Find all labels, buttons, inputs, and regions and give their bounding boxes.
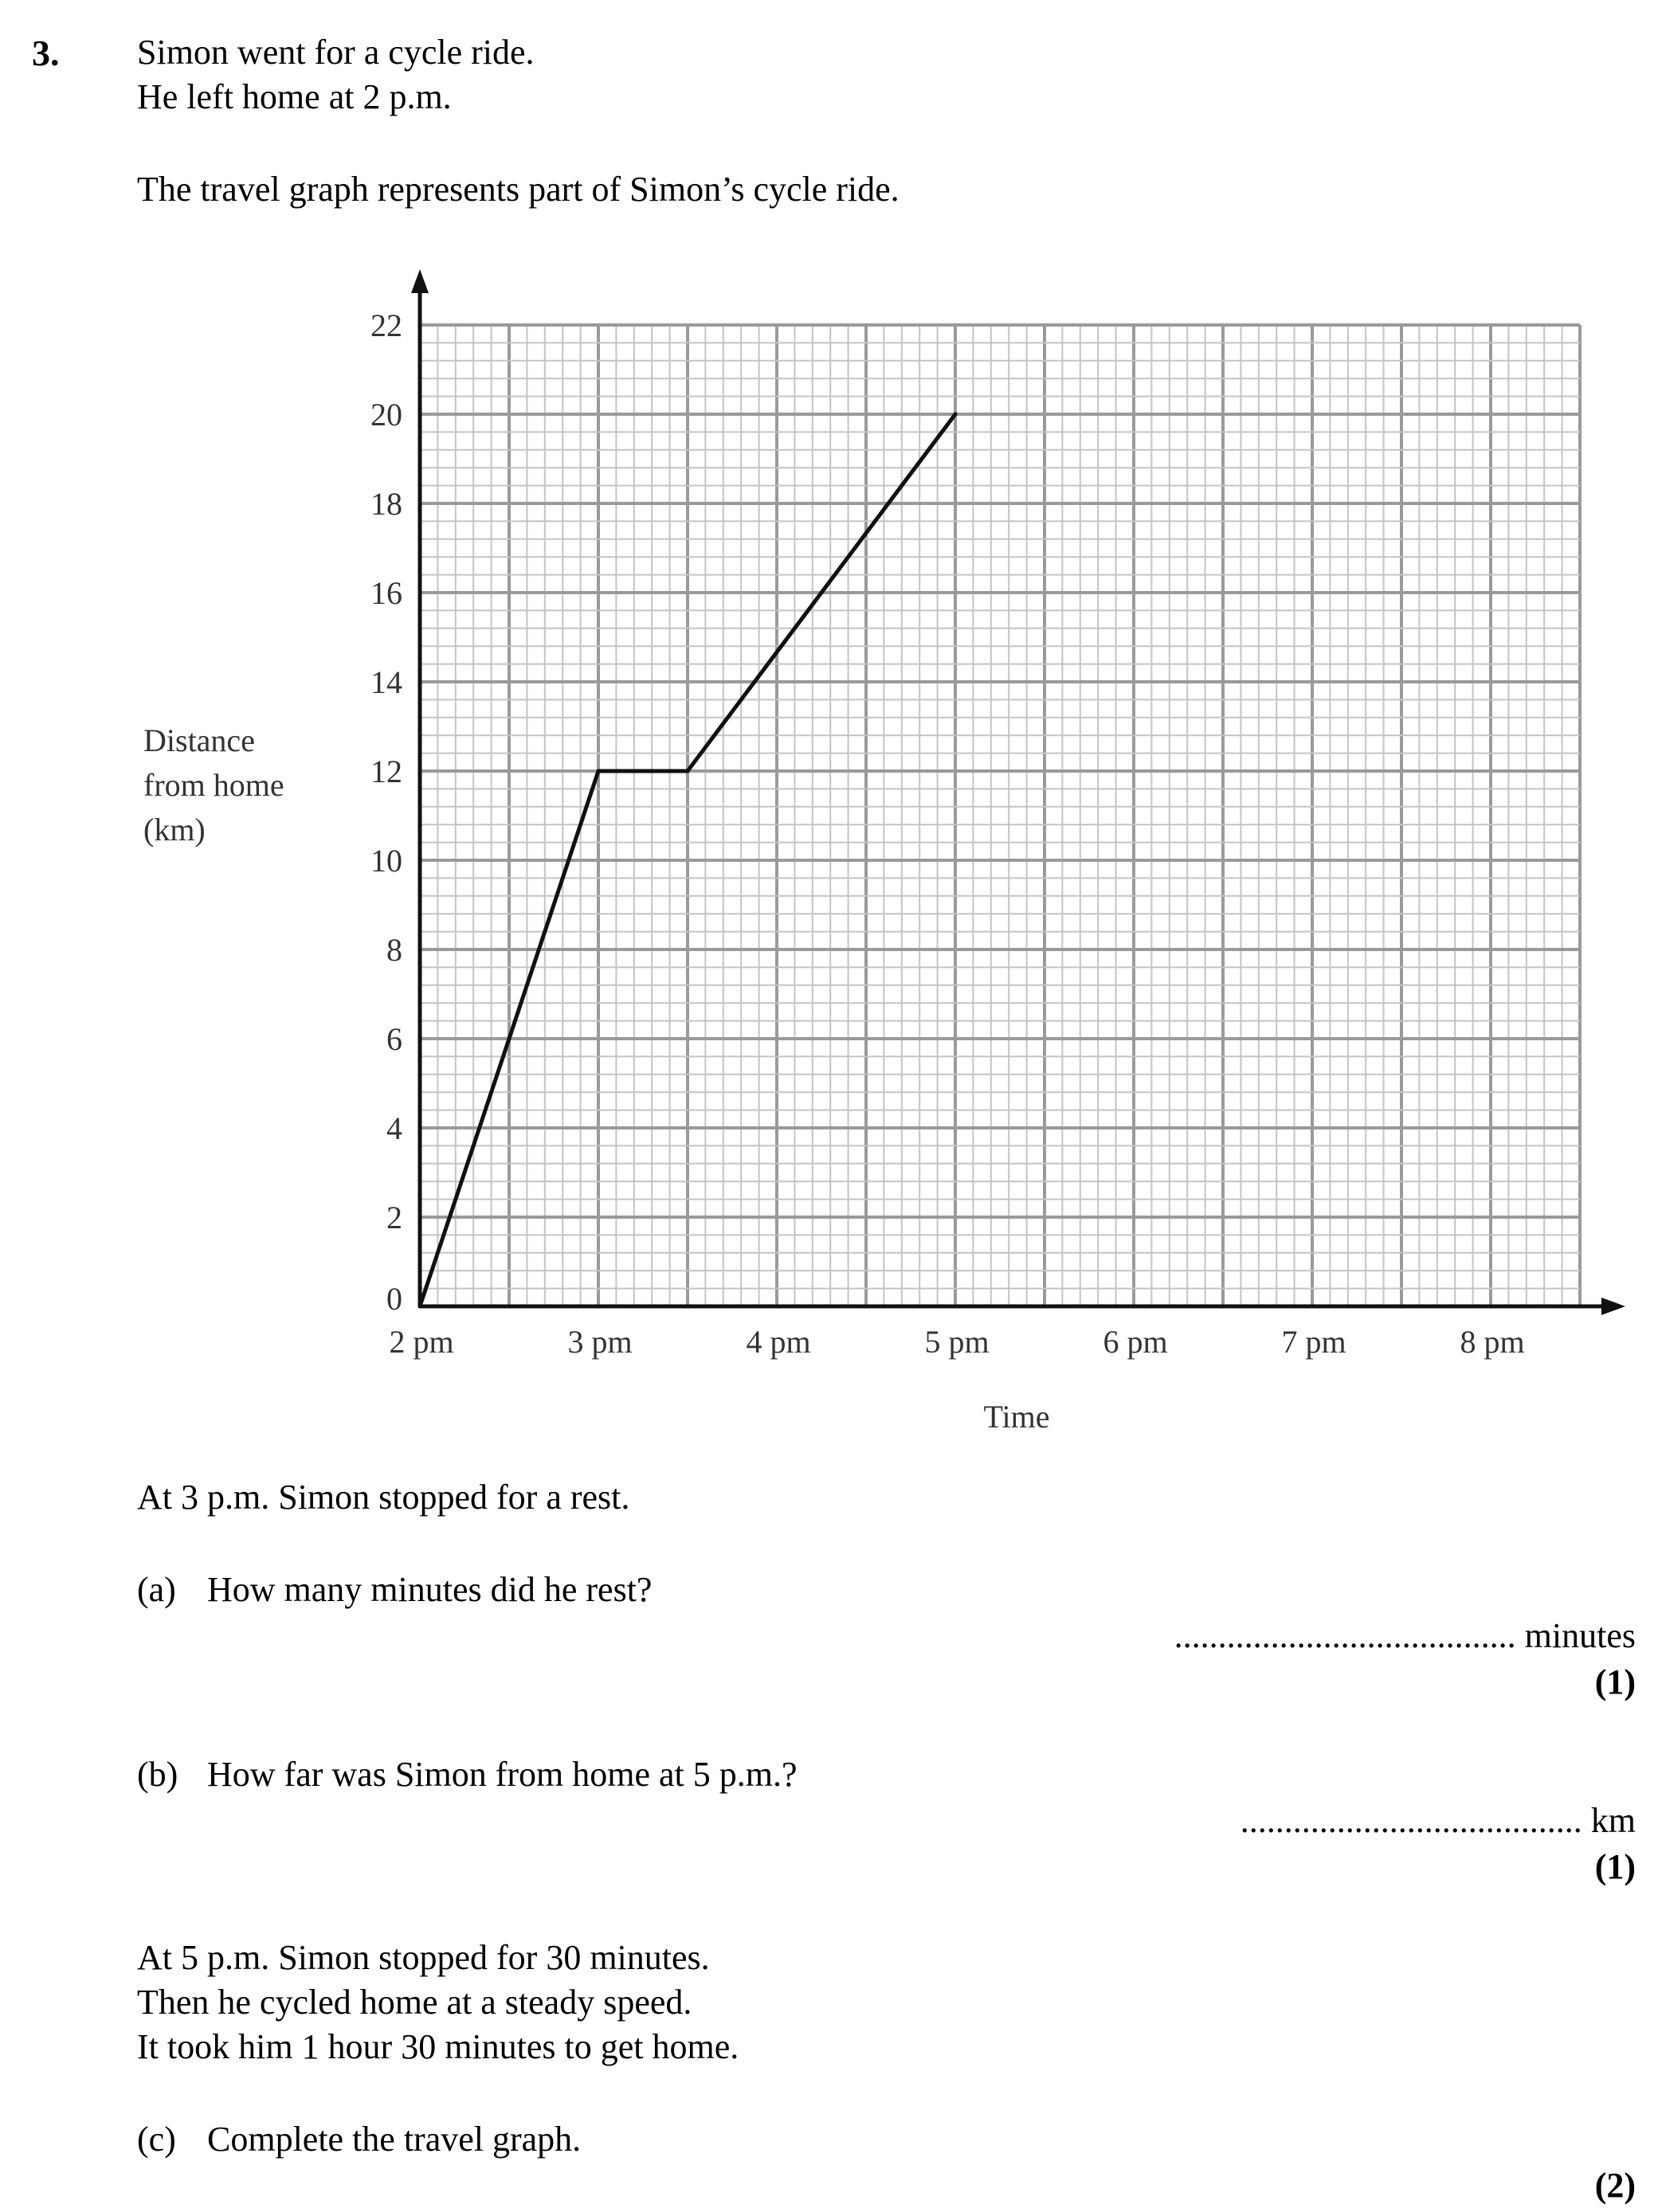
grid	[420, 325, 1580, 1306]
part-b-label: (b)	[137, 1755, 178, 1794]
part-c-question: Complete the travel graph.	[207, 2120, 582, 2159]
y-tick-label: 8	[386, 932, 402, 968]
x-tick-label: 8 pm	[1460, 1324, 1525, 1360]
y-tick-label: 16	[370, 575, 402, 611]
answer-line: .......................................	[1240, 1801, 1582, 1840]
y-tick-label: 2	[386, 1200, 402, 1235]
tick-labels	[370, 307, 1525, 1360]
question-number: 3.	[32, 33, 60, 73]
part-c-label: (c)	[137, 2120, 176, 2159]
y-tick-label: 0	[386, 1281, 402, 1317]
y-tick-label: 6	[386, 1021, 402, 1057]
graph-intro: The travel graph represents part of Simon’s cycle ride.	[137, 170, 900, 209]
x-tick-label: 3 pm	[567, 1324, 633, 1360]
x-tick-label: 5 pm	[924, 1324, 990, 1360]
y-tick-label: 4	[386, 1110, 402, 1146]
answer-line: .......................................	[1174, 1616, 1516, 1655]
x-tick-label: 7 pm	[1281, 1324, 1346, 1360]
y-tick-label: 12	[370, 754, 402, 789]
intro-line-2: He left home at 2 p.m.	[137, 77, 452, 116]
data-point	[418, 1305, 422, 1309]
part-a-question: How many minutes did he rest?	[207, 1570, 653, 1609]
answer-unit: km	[1590, 1801, 1636, 1840]
part-a-answer[interactable]	[1174, 1614, 1636, 1658]
part-a-marks: (1)	[1594, 1662, 1636, 1701]
x-tick-label: 4 pm	[746, 1324, 811, 1360]
rest-statement: At 3 p.m. Simon stopped for a rest.	[137, 1478, 630, 1517]
info-line-2: Then he cycled home at a steady speed.	[137, 1983, 692, 2022]
y-axis-label: Distance	[143, 722, 255, 758]
info-line-3: It took him 1 hour 30 minutes to get home.	[137, 2027, 739, 2066]
y-tick-label: 18	[370, 486, 402, 522]
info-line-1: At 5 p.m. Simon stopped for 30 minutes.	[137, 1938, 710, 1977]
y-axis-arrow	[411, 269, 429, 293]
part-c-marks: (2)	[1594, 2166, 1636, 2205]
intro-line-1: Simon went for a cycle ride.	[137, 33, 535, 72]
x-tick-label: 2 pm	[389, 1324, 454, 1360]
data-point	[686, 769, 690, 773]
y-tick-label: 14	[370, 664, 402, 700]
data-point	[954, 413, 958, 417]
part-a-label: (a)	[137, 1570, 176, 1609]
y-axis-label: (km)	[143, 812, 206, 848]
part-b-answer[interactable]	[1241, 1799, 1636, 1843]
data-point	[597, 769, 601, 773]
y-axis-label: from home	[143, 767, 284, 803]
y-tick-label: 22	[370, 307, 402, 343]
answer-unit: minutes	[1524, 1616, 1636, 1655]
x-tick-label: 6 pm	[1103, 1324, 1168, 1360]
y-tick-label: 10	[370, 843, 402, 879]
part-b-marks: (1)	[1594, 1847, 1636, 1886]
y-tick-label: 20	[370, 397, 402, 433]
part-b-question: How far was Simon from home at 5 p.m.?	[207, 1755, 798, 1794]
x-axis-label: Time	[983, 1399, 1050, 1435]
x-axis-arrow	[1601, 1298, 1625, 1315]
